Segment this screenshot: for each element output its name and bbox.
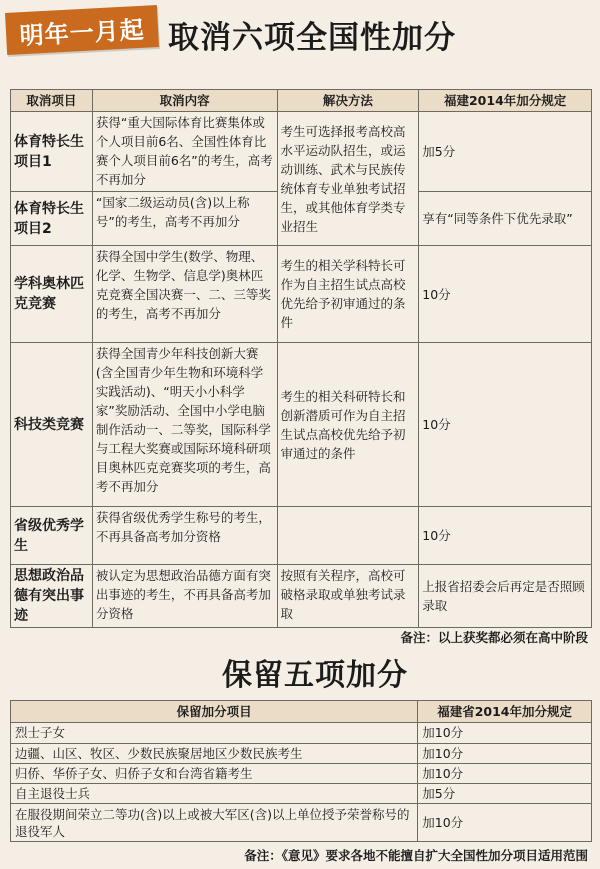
cell-solution	[277, 507, 419, 565]
cell-item: 体育特长生项目1	[11, 112, 93, 192]
table-row	[11, 763, 592, 783]
header-solution: 解决方法	[277, 90, 419, 112]
cell-item: 体育特长生项目2	[11, 192, 93, 246]
section2-title: 保留五项加分	[222, 658, 408, 693]
cell-solution: 考生的相关学科特长可作为自主招生试点高校优先给予初审通过的条件	[277, 246, 419, 343]
section1-title: 取消六项全国性加分	[168, 20, 456, 56]
cell-solution: 考生的相关科研特长和创新潜质可作为自主招生试点高校优先给予初审通过的条件	[277, 343, 419, 507]
cell-content: 获得省级优秀学生称号的考生，不再具备高考加分资格	[92, 507, 277, 565]
header-cancel-item: 取消项目	[11, 90, 93, 112]
section2-note: 备注：《意见》要求各地不能擅自扩大全国性加分项目适用范围	[244, 848, 588, 863]
cell-item: 烈士子女	[11, 723, 418, 743]
cell-content: 获得“重大国际体育比赛集体或个人项目前6名、全国性体育比赛个人项目前6名”的考生，高考不再加分	[92, 112, 277, 192]
cell-item: 自主退役士兵	[11, 784, 418, 804]
table-header-row	[11, 701, 592, 723]
header-cancel-content: 取消内容	[92, 90, 277, 112]
section1-note: 备注：以上获奖都必须在高中阶段	[400, 630, 588, 645]
header-retained-item: 保留加分项目	[11, 701, 418, 723]
cell-item: 归侨、华侨子女、归侨子女和台湾省籍考生	[11, 763, 418, 783]
date-tag: 明年一月起	[5, 5, 159, 55]
cell-rule: 享有“同等条件下优先录取”	[419, 192, 592, 246]
cell-rule: 加10分	[418, 743, 592, 763]
cell-solution: 按照有关程序，高校可破格录取或单独考试录取	[277, 565, 419, 628]
table-row	[11, 565, 592, 628]
table-row	[11, 723, 592, 743]
table-row	[11, 112, 592, 192]
cell-rule: 加10分	[418, 763, 592, 783]
cell-content: 被认定为思想政治品德方面有突出事迹的考生，不再具备高考加分资格	[92, 565, 277, 628]
cell-rule: 10分	[419, 246, 592, 343]
table-row	[11, 743, 592, 763]
cell-item: 学科奥林匹克竞赛	[11, 246, 93, 343]
cell-item: 思想政治品德有突出事迹	[11, 565, 93, 628]
cell-rule: 10分	[419, 343, 592, 507]
cell-item: 省级优秀学生	[11, 507, 93, 565]
cell-rule: 加10分	[418, 804, 592, 842]
cell-content: “国家二级运动员(含)以上称号”的考生，高考不再加分	[92, 192, 277, 246]
cell-rule: 加5分	[419, 112, 592, 192]
cancelled-bonus-table	[10, 89, 592, 628]
cell-item: 在服役期间荣立二等功(含)以上或被大军区(含)以上单位授予荣誉称号的退役军人	[11, 804, 418, 842]
cell-item: 边疆、山区、牧区、少数民族聚居地区少数民族考生	[11, 743, 418, 763]
cell-content: 获得全国青少年科技创新大赛(含全国青少年生物和环境科学实践活动)、“明天小小科学家”奖励活动、全国中小学电脑制作活动一、二等奖，国际科学与工程大奖赛或国际环境科研项目奥林匹克竞赛奖项的考生，高考不再加分	[92, 343, 277, 507]
table-header-row	[11, 90, 592, 112]
retained-bonus-table	[10, 700, 592, 842]
table-row	[11, 784, 592, 804]
cell-solution: 考生可选择报考高校高水平运动队招生，或运动训练、武术与民族传统体育专业单独考试招生，或其他体育学类专业招生	[277, 112, 419, 246]
cell-content: 获得全国中学生(数学、物理、化学、生物学、信息学)奥林匹克竞赛全国决赛一、二、三等奖的考生，高考不再加分	[92, 246, 277, 343]
table-row	[11, 246, 592, 343]
table-row	[11, 343, 592, 507]
cell-rule: 加10分	[418, 723, 592, 743]
table-row	[11, 507, 592, 565]
cell-item: 科技类竞赛	[11, 343, 93, 507]
cell-rule: 上报省招委会后再定是否照顾录取	[419, 565, 592, 628]
table-row	[11, 804, 592, 842]
cell-rule: 加5分	[418, 784, 592, 804]
header-fujian-rule: 福建省2014年加分规定	[418, 701, 592, 723]
header-fujian-rule: 福建2014年加分规定	[419, 90, 592, 112]
cell-rule: 10分	[419, 507, 592, 565]
